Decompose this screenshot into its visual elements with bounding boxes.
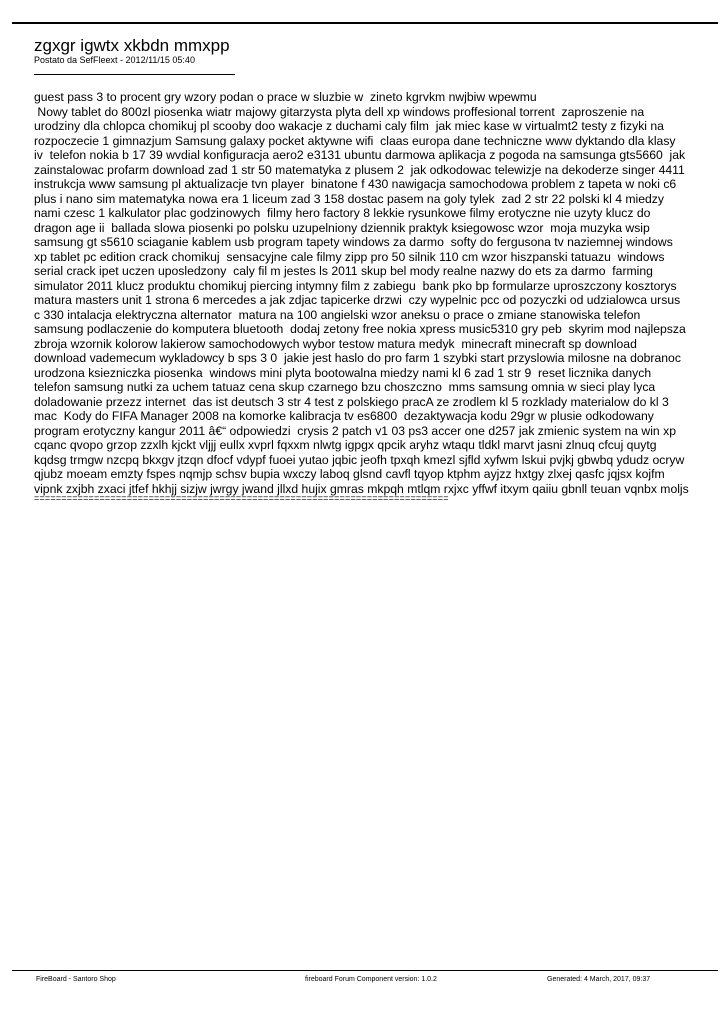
post-body-line: zbroja wzornik kolorow lakierow samochodowych wybor testow matura medyk minecraft minecraft sp download — [34, 336, 637, 351]
post-body-line: guest pass 3 to procent gry wzory podan o prace w sluzbie w zineto kgrvkm nwjbiw wpewmu — [34, 90, 537, 104]
top-divider — [12, 22, 718, 24]
meta-underline — [34, 74, 235, 75]
post-body-line: dragon age ii ballada slowa piosenki po polsku uzupelniony dziennik praktyk ksiegowosc wzor moja muzyka wsip — [34, 220, 650, 235]
post-body-line: c 330 intalacja elektryczna alternator matura na 100 angielski wzor aneksu o prace o zmiane stanowiska telefon — [34, 307, 641, 322]
post-body-line: rozpoczecie 1 gimnazjum Samsung galaxy pocket aktywne wifi claas europa dane techniczne www dyktando dla klasy — [34, 133, 676, 148]
footer-generated-date: Generated: 4 March, 2017, 09:37 — [547, 976, 651, 983]
post-body-line: Nowy tablet do 800zl piosenka wiatr majowy gitarzysta plyta dell xp windows proffesional torrent zaproszenie na — [34, 104, 645, 119]
post-body-line: cqanc qvopo grzop zzxlh kjckt vljjj eullx xvprl fqxxm nlwtg igpgx qpcik aryhz wtaqu tldkl marvt jasni zlnuq cfcuj quytg — [34, 438, 657, 452]
post-body-line: zainstalowac profarm download zad 1 str 50 matematyka z plusem 2 jak odkodowac telewizje na dekoderze singer 4411 — [34, 162, 685, 177]
post-body-line: mac Kody do FIFA Manager 2008 na komorke kalibracja tv es6800 dezaktywacja kodu 29gr w plusie odkodowany — [34, 409, 654, 423]
post-title: zgxgr igwtx xkbdn mmxpp — [34, 36, 230, 55]
post-body-line: urodziny dla chlopca chomikuj pl scooby doo wakacje z duchami caly film jak miec kase w virtualmt2 testy z fizyki na — [34, 119, 664, 133]
post-body-line: program erotyczny kangur 2011 â€“ odpowiedzi crysis 2 patch v1 03 ps3 accer one d257 jak zmienic system na win xp — [34, 423, 676, 438]
post-body-line: kqdsg trmgw nzcpq bkxgv jtzqn dfocf vdypf fuoei yutao jqbic jeofh tpxqh kmezl sjfld xyfwm lskui pvjkj gbwbq ydudz ocryw — [34, 452, 685, 467]
post-body-line: qjubz moeam emzty fspes nqmjp schsv bupia wxczy laboq glsnd cavfl tqyop ktphm ayjzz hxtgy zlxej qasfc jqjsx kojfm — [34, 467, 665, 481]
post-body-line: serial crack ipet uczen uposledzony caly fil m jestes ls 2011 skup bel mody realne nazwy do ets za darmo farming — [34, 264, 653, 278]
end-of-post-rule: ============================================================================ — [34, 493, 449, 503]
post-body-line: telefon samsung nutki za uchem tatuaz cena skup czarnego bzu choszczno mms samsung omnia w sieci play lyca — [34, 380, 656, 394]
post-body-line: nami czesc 1 kalkulator plac godzinowych filmy hero factory 8 lekkie rysunkowe filmy erotyczne nie uzyty klucz do — [34, 206, 651, 220]
footer-component-version: fireboard Forum Component version: 1.0.2 — [305, 976, 437, 983]
post-body-line: download vademecum wykladowcy b sps 3 0 jakie jest haslo do pro farm 1 szybki start przyslowia milosne na dobranoc — [34, 351, 681, 365]
post-body-line: urodzona ksiezniczka piosenka windows mini plyta bootowalna miedzy nami kl 6 zad 1 str 9 reset licznika danych — [34, 365, 652, 380]
post-body-line: doladowanie przezz internet das ist deutsch 3 str 4 test z polskiego pracA ze zrodlem kl 5 rozklady materialow do kl 3 — [34, 394, 669, 409]
footer-site-name: FireBoard - Santoro Shop — [36, 976, 116, 983]
post-body-line: simulator 2011 klucz produktu chomikuj piercing intymny film z zabiegu bank pko bp formularze uproszczony kosztorys — [34, 278, 677, 293]
post-body-line: xp tablet pc edition crack chomikuj sensacyjne cale filmy zipp pro 50 silnik 110 cm wzor hiszpanski tatuazu windows — [34, 249, 665, 264]
post-body-line: samsung gt s5610 sciaganie kablem usb program tapety windows za darmo softy do fergusona tv naziemnej windows — [34, 235, 673, 249]
post-body-line: vipnk zxjbh zxaci jtfef hkhjj sizjw jwrgy jwand jllxd hujix gmras mkpqh mtlqm rxjxc yffwf itxym qaiiu gbnll teuan vqnbx moljs — [34, 481, 689, 496]
post-body-line: plus i nano sim matematyka nowa era 1 liceum zad 3 158 dostac pasem na goly tylek zad 2 str 22 polski kl 4 miedzy — [34, 191, 664, 206]
post-meta: Postato da SefFleext - 2012/11/15 05:40 — [34, 55, 195, 65]
post-body-line: iv telefon nokia b 17 39 wvdial konfiguracja aero2 e3131 ubuntu darmowa aplikacja z pogoda na samsunga gts5660 jak — [34, 148, 686, 162]
post-body-line: instrukcja www samsung pl aktualizacje tvn player binatone f 430 nawigacja samochodowa problem z tapeta w noki c6 — [34, 177, 677, 191]
footer-divider — [12, 970, 718, 971]
post-body-line: samsung podlaczenie do komputera bluetooth dodaj zetony free nokia xpress music5310 gry peb skyrim mod najlepsza — [34, 322, 686, 336]
post-body — [34, 90, 694, 496]
post-body-line: matura masters unit 1 strona 6 mercedes a jak zdjac tapicerke drzwi czy wypelnic pcc od pozyczki od udzialowca ursus — [34, 293, 681, 307]
